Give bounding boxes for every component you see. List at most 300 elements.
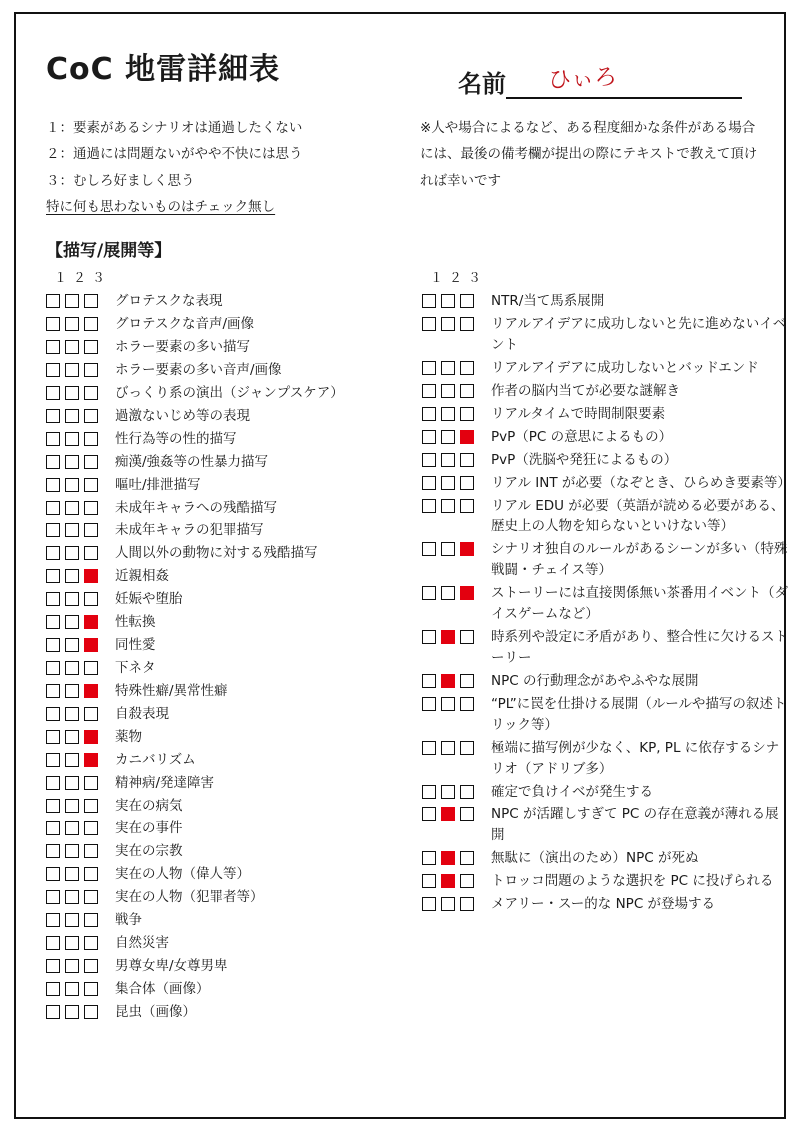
checkbox-3[interactable] xyxy=(460,630,474,644)
checklist-item[interactable] xyxy=(422,583,788,625)
checkbox-1[interactable] xyxy=(422,453,436,467)
checkbox-2[interactable] xyxy=(65,684,79,698)
checkbox-group[interactable] xyxy=(422,871,479,888)
checkbox-2[interactable] xyxy=(65,661,79,675)
checkbox-1[interactable] xyxy=(46,638,60,652)
checkbox-group[interactable] xyxy=(422,627,479,644)
checkbox-2[interactable] xyxy=(65,638,79,652)
checklist-item-label: 特殊性癖/異常性癖 xyxy=(115,682,228,699)
checkbox-2[interactable] xyxy=(441,430,455,444)
checklist-item-label: 下ネタ xyxy=(115,660,156,676)
checkbox-1[interactable] xyxy=(46,753,60,767)
checkbox-group[interactable] xyxy=(422,450,479,467)
name-value: ひぃろ xyxy=(547,64,618,94)
checkbox-3[interactable] xyxy=(84,684,98,698)
checkbox-3[interactable] xyxy=(84,844,98,858)
checklist-item[interactable] xyxy=(46,452,412,473)
checkbox-3[interactable] xyxy=(460,897,474,911)
checkbox-3[interactable] xyxy=(84,638,98,652)
checklist-item[interactable] xyxy=(422,671,788,692)
checklist-item[interactable] xyxy=(46,1002,412,1023)
checkbox-1[interactable] xyxy=(46,615,60,629)
checkbox-1[interactable] xyxy=(422,542,436,556)
checkbox-3[interactable] xyxy=(84,615,98,629)
checklist-item-label: びっくり系の演出（ジャンプスケア） xyxy=(115,384,344,401)
checkbox-1[interactable] xyxy=(46,799,60,813)
checkbox-group[interactable] xyxy=(422,804,479,821)
checklist-item[interactable] xyxy=(422,473,791,494)
checkbox-group[interactable] xyxy=(46,933,103,950)
checkbox-3[interactable] xyxy=(84,432,98,446)
checkbox-1[interactable] xyxy=(46,386,60,400)
checklist-item[interactable] xyxy=(46,750,412,771)
checkbox-2[interactable] xyxy=(441,542,455,556)
checkbox-2[interactable] xyxy=(441,361,455,375)
checkbox-1[interactable] xyxy=(46,684,60,698)
checkbox-group[interactable] xyxy=(46,681,103,698)
checkbox-1[interactable] xyxy=(422,697,436,711)
checkbox-1[interactable] xyxy=(46,844,60,858)
checklist-item[interactable] xyxy=(422,404,788,425)
checklist-item-label: PvP（洗脳や発狂によるもの） xyxy=(491,451,678,468)
checkbox-group[interactable] xyxy=(422,358,479,375)
checkbox-2[interactable] xyxy=(441,294,455,308)
checkbox-2[interactable] xyxy=(441,407,455,421)
checkbox-2[interactable] xyxy=(441,741,455,755)
checklist-item[interactable] xyxy=(46,658,412,679)
checkbox-group[interactable] xyxy=(422,539,479,556)
checklist-item-label: PvP（PC の意思によるもの） xyxy=(491,428,673,445)
checklist-item[interactable] xyxy=(46,796,412,817)
checkbox-3[interactable] xyxy=(460,874,474,888)
checkbox-3[interactable] xyxy=(460,499,474,513)
checkbox-1[interactable] xyxy=(422,674,436,688)
checkbox-2[interactable] xyxy=(65,776,79,790)
checkbox-3[interactable] xyxy=(84,523,98,537)
checkbox-2[interactable] xyxy=(441,785,455,799)
checkbox-group[interactable] xyxy=(46,543,103,560)
checkbox-group[interactable] xyxy=(46,864,103,881)
checklist-item-label: リアルタイムで時間制限要素 xyxy=(491,405,666,422)
checkbox-1[interactable] xyxy=(46,546,60,560)
checkbox-3[interactable] xyxy=(84,936,98,950)
checkbox-group[interactable] xyxy=(46,475,103,492)
checkbox-1[interactable] xyxy=(422,499,436,513)
checklist-item[interactable] xyxy=(46,543,412,564)
checklist-item[interactable] xyxy=(46,566,412,587)
checkbox-2[interactable] xyxy=(65,478,79,492)
checkbox-3[interactable] xyxy=(460,851,474,865)
checklist-item[interactable] xyxy=(422,450,788,471)
checkbox-3[interactable] xyxy=(84,592,98,606)
checkbox-1[interactable] xyxy=(46,592,60,606)
checklist-item[interactable] xyxy=(46,727,412,748)
checkbox-3[interactable] xyxy=(84,982,98,996)
checklist-item-label: メアリー・スー的な NPC が登場する xyxy=(491,896,716,913)
checkbox-group[interactable] xyxy=(422,427,479,444)
checkbox-2[interactable] xyxy=(65,867,79,881)
checkbox-3[interactable] xyxy=(460,430,474,444)
checkbox-group[interactable] xyxy=(422,671,479,688)
checkbox-2[interactable] xyxy=(65,936,79,950)
checklist-item-label: 同性愛 xyxy=(115,637,156,654)
checkbox-2[interactable] xyxy=(441,453,455,467)
checkbox-3[interactable] xyxy=(84,753,98,767)
checkbox-group[interactable] xyxy=(46,841,103,858)
checkbox-1[interactable] xyxy=(422,317,436,331)
checkbox-1[interactable] xyxy=(46,432,60,446)
checklist-item[interactable] xyxy=(46,337,412,358)
checkbox-3[interactable] xyxy=(460,697,474,711)
checklist-item[interactable] xyxy=(422,496,788,538)
checklist-item[interactable] xyxy=(46,956,412,977)
checklist-item[interactable] xyxy=(422,804,788,846)
checklist-item-label: シナリオ独自のルールがあるシーンが多い（特殊戦闘・チェイス等） xyxy=(491,541,788,579)
checkbox-3[interactable] xyxy=(460,807,474,821)
checkbox-2[interactable] xyxy=(65,1005,79,1019)
checklist-item[interactable] xyxy=(46,406,412,427)
checkbox-1[interactable] xyxy=(46,982,60,996)
checkbox-1[interactable] xyxy=(46,455,60,469)
checklist-item-label: 過激ないじめ等の表現 xyxy=(115,407,250,424)
checklist-item-label: ホラー要素の多い描写 xyxy=(115,339,250,356)
checkbox-1[interactable] xyxy=(46,707,60,721)
checkbox-group[interactable] xyxy=(422,473,479,490)
checkbox-1[interactable] xyxy=(46,409,60,423)
checklist-item-label: リアル INT が必要（なぞとき、ひらめき要素等） xyxy=(491,474,791,491)
checkbox-1[interactable] xyxy=(422,294,436,308)
checkbox-1[interactable] xyxy=(422,897,436,911)
checkbox-3[interactable] xyxy=(84,363,98,377)
checkbox-1[interactable] xyxy=(422,407,436,421)
checkbox-1[interactable] xyxy=(46,959,60,973)
checkbox-group[interactable] xyxy=(422,381,479,398)
checkbox-group[interactable] xyxy=(46,910,103,927)
checklist-item[interactable] xyxy=(46,429,412,450)
checkbox-3[interactable] xyxy=(84,707,98,721)
checkbox-1[interactable] xyxy=(46,501,60,515)
checkbox-1[interactable] xyxy=(46,523,60,537)
checkbox-group[interactable] xyxy=(46,520,103,537)
checklist-item[interactable] xyxy=(46,383,412,404)
checkbox-group[interactable] xyxy=(422,583,479,600)
checkbox-group[interactable] xyxy=(46,429,103,446)
checklist-item-label: 確定で負けイベが発生する xyxy=(491,783,653,800)
checkbox-group[interactable] xyxy=(46,314,103,331)
checkbox-1[interactable] xyxy=(422,851,436,865)
checklist-item-label: リアル EDU が必要（英語が読める必要がある、歴史上の人物を知らないといけない等） xyxy=(491,497,785,535)
checkbox-3[interactable] xyxy=(460,476,474,490)
checkbox-2[interactable] xyxy=(441,630,455,644)
checklist-item-label: 実在の人物（犯罪者等） xyxy=(115,889,264,906)
checkbox-1[interactable] xyxy=(422,630,436,644)
checkbox-2[interactable] xyxy=(441,384,455,398)
checkbox-3[interactable] xyxy=(460,317,474,331)
checkbox-2[interactable] xyxy=(65,844,79,858)
checkbox-group[interactable] xyxy=(422,782,479,799)
checkbox-group[interactable] xyxy=(46,566,103,583)
checkbox-1[interactable] xyxy=(422,785,436,799)
checkbox-1[interactable] xyxy=(46,363,60,377)
checkbox-3[interactable] xyxy=(84,661,98,675)
checklist-item-label: グロテスクな表現 xyxy=(115,293,223,310)
checkbox-1[interactable] xyxy=(46,478,60,492)
checkbox-1[interactable] xyxy=(46,730,60,744)
checklist-item-label: 薬物 xyxy=(115,728,142,745)
checklist-item[interactable] xyxy=(46,314,412,335)
checkbox-2[interactable] xyxy=(441,851,455,865)
checkbox-2[interactable] xyxy=(65,432,79,446)
checkbox-1[interactable] xyxy=(46,1005,60,1019)
checkbox-2[interactable] xyxy=(65,615,79,629)
checklist-item-label: 精神病/発達障害 xyxy=(115,774,215,791)
checkbox-2[interactable] xyxy=(65,707,79,721)
checkbox-group[interactable] xyxy=(46,750,103,767)
checkbox-2[interactable] xyxy=(441,874,455,888)
checkbox-2[interactable] xyxy=(65,569,79,583)
checkbox-2[interactable] xyxy=(441,586,455,600)
checkbox-3[interactable] xyxy=(84,730,98,744)
checkbox-2[interactable] xyxy=(65,340,79,354)
checklist-item[interactable] xyxy=(46,704,412,725)
checkbox-group[interactable] xyxy=(422,291,479,308)
checkbox-group[interactable] xyxy=(46,818,103,835)
checkbox-3[interactable] xyxy=(460,294,474,308)
checkbox-2[interactable] xyxy=(65,730,79,744)
checkbox-group[interactable] xyxy=(46,704,103,721)
checkbox-3[interactable] xyxy=(84,776,98,790)
checkbox-group[interactable] xyxy=(46,727,103,744)
name-label: 名前 xyxy=(458,70,506,98)
checkbox-group[interactable] xyxy=(46,658,103,675)
checkbox-1[interactable] xyxy=(422,741,436,755)
checkbox-group[interactable] xyxy=(46,291,103,308)
checkbox-group[interactable] xyxy=(46,498,103,515)
checkbox-group[interactable] xyxy=(46,773,103,790)
checkbox-1[interactable] xyxy=(422,807,436,821)
checklist-items-right xyxy=(422,291,791,915)
checkbox-1[interactable] xyxy=(422,476,436,490)
checkbox-2[interactable] xyxy=(65,592,79,606)
checkbox-3[interactable] xyxy=(84,913,98,927)
checklist-item[interactable] xyxy=(46,498,412,519)
checkbox-1[interactable] xyxy=(422,361,436,375)
checklist-item[interactable] xyxy=(422,539,788,581)
checklist-item[interactable] xyxy=(46,773,412,794)
checkbox-group[interactable] xyxy=(46,612,103,629)
checklist-item[interactable] xyxy=(422,314,788,356)
legend-line-4: 特に何も思わないものはチェック無し xyxy=(46,198,276,215)
checkbox-1[interactable] xyxy=(46,340,60,354)
form-sheet xyxy=(14,12,791,1119)
legend-line-3: ３：むしろ好ましく思う xyxy=(46,172,195,189)
checkbox-3[interactable] xyxy=(460,407,474,421)
checkbox-3[interactable] xyxy=(84,294,98,308)
checkbox-1[interactable] xyxy=(422,430,436,444)
checklist-item[interactable] xyxy=(46,360,412,381)
checkbox-1[interactable] xyxy=(46,890,60,904)
checkbox-3[interactable] xyxy=(84,799,98,813)
checkbox-3[interactable] xyxy=(84,317,98,331)
checklist-item[interactable] xyxy=(46,910,412,931)
checkbox-1[interactable] xyxy=(46,913,60,927)
checkbox-group[interactable] xyxy=(46,337,103,354)
checklist-item-label: 実在の病気 xyxy=(115,797,183,814)
checkbox-1[interactable] xyxy=(46,936,60,950)
checkbox-2[interactable] xyxy=(65,799,79,813)
checklist-item[interactable] xyxy=(422,627,788,669)
checkbox-1[interactable] xyxy=(46,867,60,881)
checkbox-group[interactable] xyxy=(46,956,103,973)
checkbox-group[interactable] xyxy=(422,848,479,865)
checkbox-2[interactable] xyxy=(65,501,79,515)
checkbox-group[interactable] xyxy=(46,887,103,904)
checklist-item[interactable] xyxy=(422,738,788,780)
checklist-item[interactable] xyxy=(46,520,412,541)
checkbox-group[interactable] xyxy=(46,452,103,469)
checklist-item-label: 痴漢/強姦等の性暴力描写 xyxy=(115,453,269,470)
checkbox-2[interactable] xyxy=(65,890,79,904)
checklist-item[interactable] xyxy=(422,358,788,379)
checkbox-group[interactable] xyxy=(422,314,479,331)
checkbox-group[interactable] xyxy=(46,383,103,400)
checklist-item[interactable] xyxy=(422,694,788,736)
checkbox-2[interactable] xyxy=(65,959,79,973)
checkbox-2[interactable] xyxy=(65,523,79,537)
checkbox-3[interactable] xyxy=(460,785,474,799)
checkbox-3[interactable] xyxy=(84,340,98,354)
checkbox-3[interactable] xyxy=(84,409,98,423)
checkbox-3[interactable] xyxy=(460,542,474,556)
checklist-item-label: 昆虫（画像） xyxy=(115,1003,196,1020)
checkbox-2[interactable] xyxy=(65,982,79,996)
checkbox-1[interactable] xyxy=(46,317,60,331)
checkbox-1[interactable] xyxy=(46,294,60,308)
checklist-item[interactable] xyxy=(46,818,412,839)
checklist-item[interactable] xyxy=(46,933,412,954)
checkbox-3[interactable] xyxy=(84,478,98,492)
checklist-item[interactable] xyxy=(46,612,412,633)
checkbox-3[interactable] xyxy=(84,569,98,583)
checklist-item-label: 集合体（画像） xyxy=(115,980,210,997)
checkbox-3[interactable] xyxy=(84,959,98,973)
checkbox-2[interactable] xyxy=(441,807,455,821)
checklist-item[interactable] xyxy=(46,291,412,312)
checkbox-1[interactable] xyxy=(46,569,60,583)
checkbox-group[interactable] xyxy=(46,360,103,377)
checkbox-group[interactable] xyxy=(46,406,103,423)
checkbox-2[interactable] xyxy=(65,546,79,560)
checkbox-3[interactable] xyxy=(460,674,474,688)
checkbox-1[interactable] xyxy=(46,821,60,835)
checkbox-1[interactable] xyxy=(422,384,436,398)
checkbox-1[interactable] xyxy=(46,776,60,790)
checklist-item[interactable] xyxy=(46,589,412,610)
checkbox-3[interactable] xyxy=(84,867,98,881)
checkbox-group[interactable] xyxy=(422,738,479,755)
checkbox-2[interactable] xyxy=(65,294,79,308)
checkbox-group[interactable] xyxy=(422,694,479,711)
checkbox-3[interactable] xyxy=(460,384,474,398)
checkbox-2[interactable] xyxy=(441,499,455,513)
checkbox-3[interactable] xyxy=(84,501,98,515)
checklist-item[interactable] xyxy=(422,291,788,312)
checklist-item-label: 実在の宗教 xyxy=(115,843,183,860)
checkbox-group[interactable] xyxy=(46,796,103,813)
name-input[interactable] xyxy=(506,64,742,99)
checkbox-3[interactable] xyxy=(460,361,474,375)
checkbox-3[interactable] xyxy=(460,586,474,600)
checkbox-2[interactable] xyxy=(65,386,79,400)
checklist-item[interactable] xyxy=(46,887,412,908)
checklist-item[interactable] xyxy=(46,841,412,862)
checkbox-3[interactable] xyxy=(84,386,98,400)
section-heading: 【描写/展開等】 xyxy=(46,241,172,262)
checkbox-1[interactable] xyxy=(422,874,436,888)
checklist-item[interactable] xyxy=(46,635,412,656)
checkbox-2[interactable] xyxy=(441,317,455,331)
page-title: CoC 地雷詳細表 xyxy=(46,52,281,87)
checkbox-group[interactable] xyxy=(422,404,479,421)
checkbox-2[interactable] xyxy=(65,821,79,835)
checkbox-2[interactable] xyxy=(65,409,79,423)
checkbox-group[interactable] xyxy=(46,979,103,996)
checklist-item-label: 実在の事件 xyxy=(115,820,183,837)
checkbox-2[interactable] xyxy=(65,913,79,927)
checklist-item[interactable] xyxy=(46,681,412,702)
checkbox-2[interactable] xyxy=(65,363,79,377)
checkbox-3[interactable] xyxy=(84,890,98,904)
checkbox-group[interactable] xyxy=(422,496,479,513)
checkbox-2[interactable] xyxy=(65,317,79,331)
checkbox-1[interactable] xyxy=(422,586,436,600)
checklist-item[interactable] xyxy=(46,864,412,885)
checkbox-group[interactable] xyxy=(422,894,479,911)
checklist-item[interactable] xyxy=(46,475,412,496)
column-header-left: １２３ xyxy=(54,271,112,287)
checklist-item-label: 人間以外の動物に対する残酷描写 xyxy=(115,545,318,562)
checklist-item-label: 近親相姦 xyxy=(115,568,169,585)
checkbox-2[interactable] xyxy=(441,476,455,490)
checklist-column-left xyxy=(46,267,412,1025)
checkbox-group[interactable] xyxy=(46,635,103,652)
checkbox-3[interactable] xyxy=(460,453,474,467)
checklist-item[interactable] xyxy=(422,871,788,892)
checklist-item[interactable] xyxy=(422,381,788,402)
checkbox-2[interactable] xyxy=(65,455,79,469)
checkbox-3[interactable] xyxy=(460,741,474,755)
checkbox-2[interactable] xyxy=(441,674,455,688)
checkbox-3[interactable] xyxy=(84,821,98,835)
checkbox-group[interactable] xyxy=(46,1002,103,1019)
checklist-item[interactable] xyxy=(422,427,788,448)
checkbox-2[interactable] xyxy=(441,897,455,911)
checklist-item[interactable] xyxy=(46,979,412,1000)
checklist-item[interactable] xyxy=(422,848,788,869)
checkbox-3[interactable] xyxy=(84,546,98,560)
checkbox-3[interactable] xyxy=(84,455,98,469)
checkbox-2[interactable] xyxy=(441,697,455,711)
checkbox-1[interactable] xyxy=(46,661,60,675)
checkbox-2[interactable] xyxy=(65,753,79,767)
checklist-item[interactable] xyxy=(422,782,788,803)
checklist-item[interactable] xyxy=(422,894,788,915)
checkbox-group[interactable] xyxy=(46,589,103,606)
checkbox-3[interactable] xyxy=(84,1005,98,1019)
checklist-item-label: 作者の脳内当てが必要な謎解き xyxy=(491,382,680,399)
checklist-columns xyxy=(46,267,791,1025)
checklist-item-label: 嘔吐/排泄描写 xyxy=(115,476,201,493)
